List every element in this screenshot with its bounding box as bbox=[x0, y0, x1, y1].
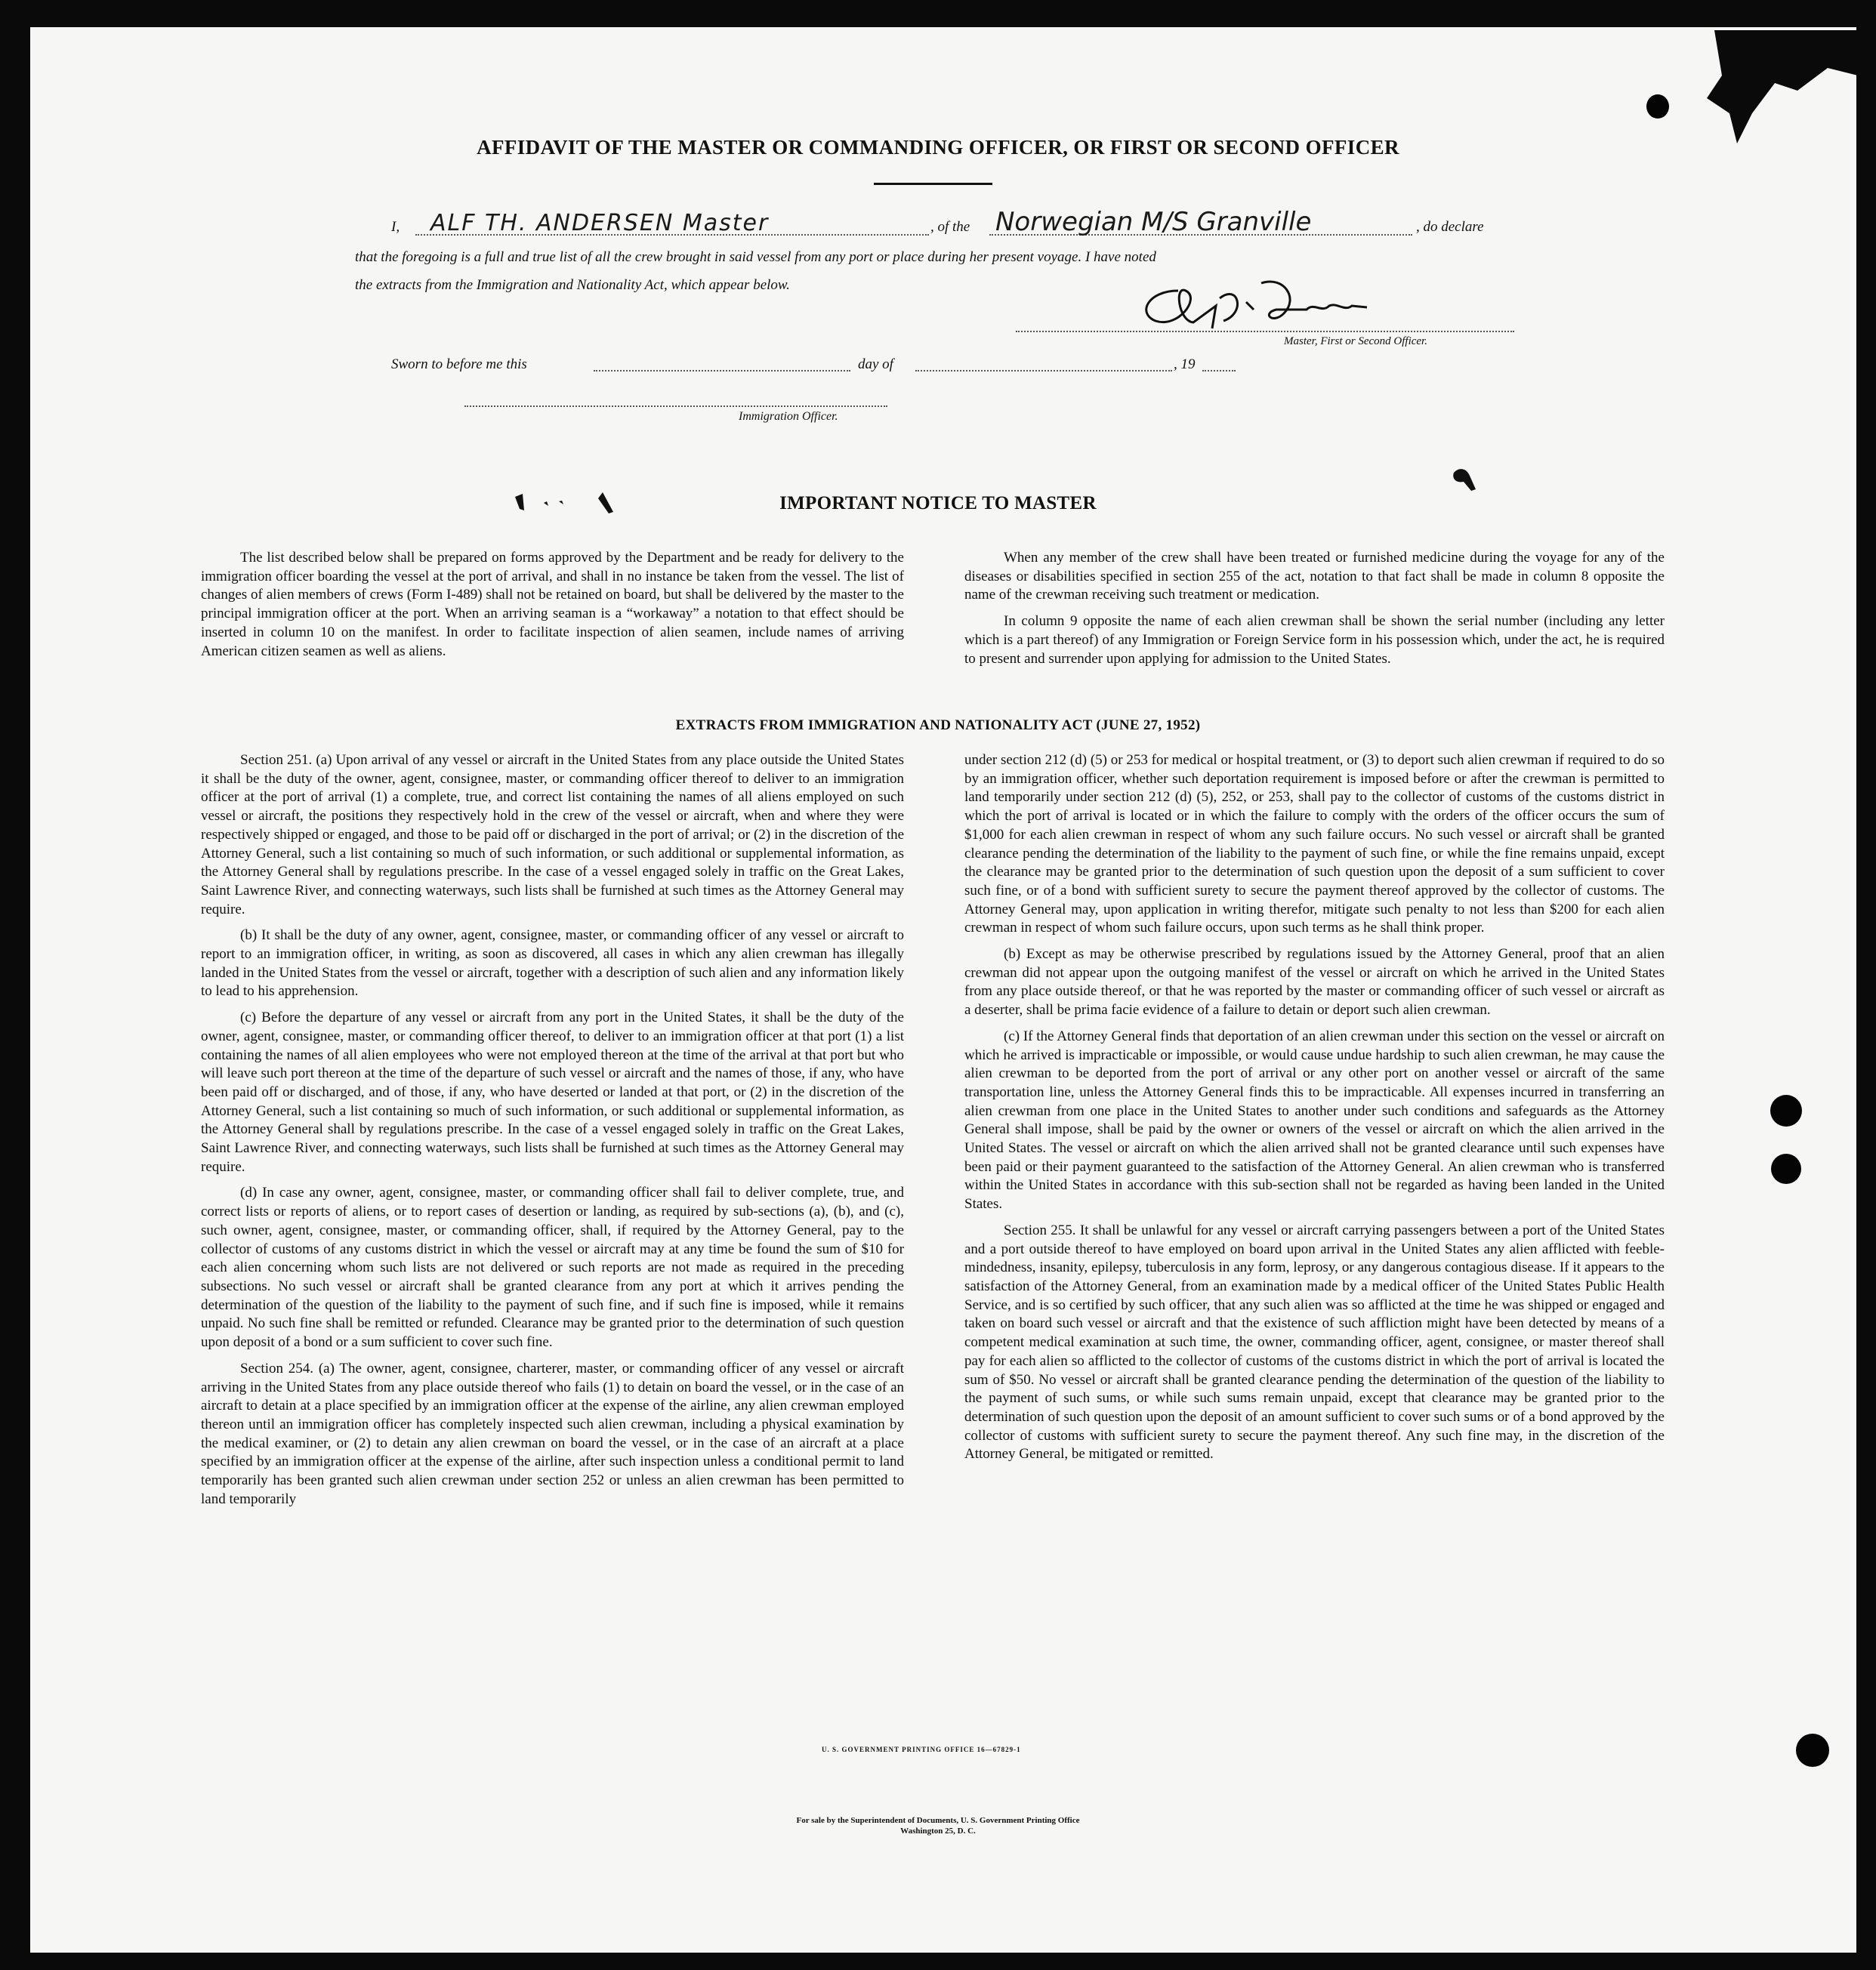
gpo-imprint: U. S. GOVERNMENT PRINTING OFFICE 16—67829-1 bbox=[822, 1746, 1021, 1753]
extract-paragraph: (c) Before the departure of any vessel or aircraft from any port in the United States, it shall be the duty of the owner, agent, consignee, master, or commanding officer thereof, to deliver to an immigration officer at that port (1) a list containing the names of all alien employees who were not employed thereon at the time of the arrival at that port but who will leave such port thereon at the time of the departure of such vessel or aircraft and the names of those, if any, who have been paid off or discharged, and of those, if any, who have deserted or landed at that port, or (2) in the discretion of the Attorney General, such a list containing so much of such information, or such additional or supplemental information, as the Attorney General shall by regulations prescribe. In the case of a vessel engaged solely in traffic on the Great Lakes, Saint Lawrence River, and connecting waterways, such lists shall be furnished at such times as the Attorney General may require. bbox=[201, 1010, 904, 1175]
officer-caption: Master, First or Second Officer. bbox=[1284, 335, 1427, 347]
ink-blot bbox=[1450, 467, 1480, 497]
punch-hole bbox=[1771, 1154, 1801, 1184]
notice-left-column bbox=[201, 549, 904, 661]
extract-paragraph: under section 212 (d) (5) or 253 for medical or hospital treatment, or (3) to deport such alien crewman if required to do so by an immigration officer, whether such deportation requirement is imposed before or after the crewman is permitted to land temporarily under section 212 (d) (5), 252, or 253, shall pay to the collector of customs of the customs district in which the port of arrival is located or in which the failure to comply with the orders of the officer occurs the sum of $1,000 for each alien crewman in respect of whom any such failure occurs. No such vessel or aircraft shall be granted clearance pending the determination of the liability to the payment of such fine, or while the fine remains unpaid, except the clearance may be granted prior to the determination of such question upon the deposit of a sum sufficient to cover such fine, or of a bond with sufficient surety to secure the payment thereof approved by the collector of customs. The Attorney General may, upon application in writing therefor, mitigate such penalty to not less than $200 for each alien crewman in respect of whom such failure occurs, upon such terms as he shall think proper. bbox=[964, 752, 1665, 936]
punch-hole bbox=[1646, 94, 1669, 119]
of-the-label: , of the bbox=[930, 219, 970, 235]
sale-notice bbox=[0, 1815, 1876, 1836]
immigration-officer-line bbox=[464, 405, 887, 407]
notice-right-column bbox=[964, 549, 1665, 668]
punch-hole bbox=[1770, 1095, 1802, 1127]
extracts-right-column bbox=[964, 751, 1665, 1464]
master-signature bbox=[1133, 268, 1405, 336]
extract-paragraph: Section 255. It shall be unlawful for any vessel or aircraft carrying passengers between a port of the United States and a port outside thereof to have employed on board upon arrival in the United States any alien afflicted with feeble-mindedness, insanity, epilepsy, tuberculosis in any form, leprosy, or any dangerous contagious disease. If it appears to the satisfaction of the Attorney General, from an examination made by a medical officer of the United States Public Health Service, and is so certified by such officer, that any such alien was so afflicted at the time he was shipped or engaged and taken on board such vessel or aircraft and that the existence of such affliction might have been detected by means of a competent medical examination at such time, the owner, commanding officer, agent, consignee, or master thereof shall pay for each alien so afflicted to the collector of customs of the customs district in which the port of arrival is located the sum of $50. No vessel or aircraft shall be granted clearance pending the determination of the question of the liability to the payment of such sums, or while such sums remain unpaid, except that clearance may be granted prior to the determination of such question upon the deposit of an amount sufficient to cover such sums or of a bond approved by the collector of customs with sufficient surety to secure the payment thereof. Any such fine may, in the discretion of the Attorney General, be mitigated or remitted. bbox=[964, 1222, 1665, 1463]
sale-notice-line: For sale by the Superintendent of Documents, U. S. Government Printing Office bbox=[796, 1816, 1080, 1825]
master-name-field[interactable]: ALF TH. ANDERSEN Master bbox=[430, 210, 770, 236]
notice-paragraph: When any member of the crew shall have been treated or furnished medicine during the voyage for any of the diseases or disabilities specified in section 255 of the act, notation to that fact shall be made in column 8 opposite the name of the crewman receiving such treatment or medication. bbox=[964, 550, 1665, 603]
punch-hole bbox=[1796, 1734, 1829, 1767]
notice-paragraph: In column 9 opposite the name of each alien crewman shall be shown the serial number (including any letter which is a part thereof) of any Immigration or Foreign Service form in his possession which, under the act, he is required to present and surrender upon applying for admission to the United States. bbox=[964, 613, 1665, 667]
extract-paragraph: (b) Except as may be otherwise prescribed by regulations issued by the Attorney General, proof that an alien crewman did not appear upon the outgoing manifest of the vessel or aircraft on which he arrived in the United States from any place outside thereof, or that he was reported by the master or commanding officer of such vessel or aircraft as a deserter, shall be prima facie evidence of a failure to detain or deport such alien crewman. bbox=[964, 946, 1665, 1019]
immigration-officer-caption: Immigration Officer. bbox=[739, 410, 838, 423]
extract-paragraph: Section 254. (a) The owner, agent, consignee, charterer, master, or commanding officer of any vessel or aircraft arriving in the United States from any place outside thereof who fails (1) to detain on board the vessel, or in the case of an aircraft to detain at a place specified by an immigration officer at the expense of the airline, any alien crewman employed thereon until an immigration officer has completely inspected such alien crewman, including a physical examination by the medical examiner, or (2) to detain any alien crewman on board the vessel, or in the case of an aircraft at a place specified by an immigration officer at the expense of the airline, after such inspection unless a conditional permit to land temporarily has been granted such alien crewman under section 252 or unless an alien crewman has been permitted to land temporarily bbox=[201, 1360, 904, 1507]
sworn-date-field[interactable] bbox=[594, 370, 850, 371]
title-rule bbox=[874, 183, 992, 185]
declaration-prefix: I, bbox=[391, 219, 400, 235]
sworn-month-field[interactable] bbox=[915, 370, 1172, 371]
notice-paragraph: The list described below shall be prepared on forms approved by the Department and be ready for delivery to the immigration officer boarding the vessel at the port of arrival, and shall in no instance be taken from the vessel. The list of changes of alien members of crews (Form I-489) shall not be retained on board, but shall be delivered by the master to the principal immigration officer at the port. When an arriving seaman is a “workaway” a notation to that effect should be inserted in column 10 on the manifest. In order to facilitate inspection of alien seamen, include names of arriving American citizen seamen as well as aliens. bbox=[201, 550, 904, 659]
affidavit-title: AFFIDAVIT OF THE MASTER OR COMMANDING OFFICER, OR FIRST OR SECOND OFFICER bbox=[477, 136, 1399, 159]
declaration-line bbox=[385, 207, 1518, 243]
affidavit-body-line: that the foregoing is a full and true list of all the crew brought in said vessel from any port or place during her present voyage. I have noted bbox=[355, 249, 1156, 265]
sworn-year-field[interactable] bbox=[1202, 370, 1236, 371]
day-of-label: day of bbox=[858, 356, 893, 372]
do-declare-label: , do declare bbox=[1416, 219, 1484, 235]
sworn-row bbox=[391, 356, 1237, 382]
vessel-name-field[interactable]: Norwegian M/S Granville bbox=[995, 207, 1312, 237]
affidavit-body-line: the extracts from the Immigration and Nationality Act, which appear below. bbox=[355, 277, 790, 293]
year-label: , 19 bbox=[1174, 356, 1196, 372]
sale-notice-line: Washington 25, D. C. bbox=[900, 1827, 976, 1836]
signature-line bbox=[1016, 331, 1514, 332]
extract-paragraph: (c) If the Attorney General finds that deportation of an alien crewman under this section on the vessel or aircraft on which he arrived is impracticable or impossible, or would cause undue hardship to such alien crewman, he may cause the alien crewman to be deported from the port of arrival or any other port on another vessel or aircraft of the same transportation line, unless the Attorney General finds this to be impracticable. All expenses incurred in transferring an alien crewman from one place in the United States to another under such conditions and safeguards as the Attorney General shall impose, shall be paid by the owner or owners of the vessel or aircraft on which the alien arrived in the United States. The vessel or aircraft on which the alien arrived shall not be granted clearance until such expenses have been paid or their payment guaranteed to the satisfaction of the Attorney General. An alien crewman who is transferred within the United States in accordance with this sub-section shall not be regarded as having been landed in the United States. bbox=[964, 1028, 1665, 1213]
extract-paragraph: Section 251. (a) Upon arrival of any vessel or aircraft in the United States from any place outside the United States it shall be the duty of the owner, agent, consignee, master, or commanding officer thereof to deliver to an immigration officer at the port of arrival (1) a complete, true, and correct list containing the names of all aliens employed on such vessel or aircraft, the positions they respectively hold in the crew of the vessel or aircraft, when and where they were respectively shipped or engaged, and those to be paid off or discharged in the port of arrival; or (2) in the discretion of the Attorney General, such a list containing so much of such information, or such additional or supplemental information, as the Attorney General shall by regulations prescribe. In the case of a vessel engaged solely in traffic on the Great Lakes, Saint Lawrence River, and connecting waterways, such lists shall be furnished at such times as the Attorney General may require. bbox=[201, 752, 904, 917]
notice-title: IMPORTANT NOTICE TO MASTER bbox=[779, 493, 1097, 513]
sworn-label: Sworn to before me this bbox=[391, 356, 527, 372]
extract-paragraph: (d) In case any owner, agent, consignee, master, or commanding officer shall fail to deliver complete, true, and correct lists or reports of aliens, or to report cases of desertion or landing, as required by sub-sections (a), (b), and (c), such owner, agent, consignee, master, or commanding officer, shall, if required by the Attorney General, pay to the collector of customs of any customs district in which the vessel or aircraft may at any time be found the sum of $10 for each alien concerning whom such lists are not delivered or such reports are not made as required in the preceding subsections. No such vessel or aircraft shall be granted clearance from any port at which it arrives pending the determination of the question of the liability to the payment of such fine, and if such fine is imposed, while it remains unpaid. No such fine shall be remitted or refunded. Clearance may be granted prior to the determination of such question upon deposit of a bond or a sum sufficient to cover such fine. bbox=[201, 1185, 904, 1351]
extract-paragraph: (b) It shall be the duty of any owner, agent, consignee, master, or commanding officer of any vessel or aircraft to report to an immigration officer, in writing, as soon as discovered, all cases in which any alien crewman has illegally landed in the United States from the vessel or aircraft, together with a description of such alien and any information likely to lead to his apprehension. bbox=[201, 927, 904, 1000]
extracts-left-column bbox=[201, 751, 904, 1509]
extracts-title: EXTRACTS FROM IMMIGRATION AND NATIONALITY ACT (JUNE 27, 1952) bbox=[675, 717, 1201, 733]
